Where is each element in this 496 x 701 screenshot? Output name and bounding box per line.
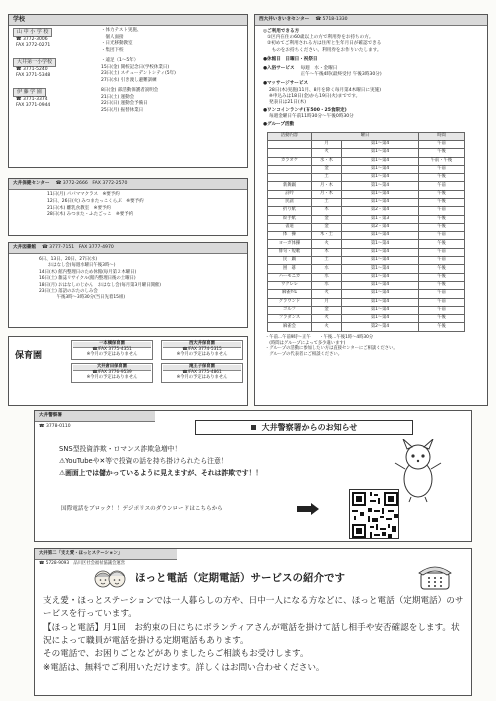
ikiiki-massage-title: ●マッサージサービス (263, 81, 309, 87)
school-title: 学校 (9, 15, 247, 26)
group-table-row (268, 232, 465, 240)
group-table-cell: 午前 (419, 248, 465, 256)
hoken-line: 11日(月) パパママクラス ※要予約 (47, 192, 120, 197)
ikiiki-massage-line: 28日(木)実施(11月、8月を除く毎月第4木曜日に実施) (269, 87, 381, 93)
group-table-header-cell: 活動内容 (268, 132, 312, 140)
group-table-cell: 木・土 (312, 232, 342, 240)
group-table-cell: 金 (312, 165, 342, 173)
school-event: ・集団下校 (101, 47, 124, 53)
group-table-cell: 午後 (419, 199, 465, 207)
library-title: 大井図書館 (13, 245, 36, 251)
hotto-title: ほっと電話（定期電話）サービスの紹介です (135, 572, 345, 584)
hotto-header-text: 大井第二「支え愛・ほっとステーション」 (39, 551, 123, 557)
group-table-cell: 土 (312, 174, 342, 182)
group-table-cell: 第1〜第4 (342, 298, 419, 306)
school-event: ・遠足（1〜5年） (101, 58, 139, 64)
group-table-cell: 午後 (419, 223, 465, 231)
nursery-tel: ☎/FAX 3775-4351 (92, 346, 132, 352)
school-entries (9, 26, 247, 120)
ikiiki-notice-line: ①区内在住の60歳以上の方で利用券をお持ちの方。 (267, 35, 374, 41)
police-line: SNS型投資詐欺・ロマンス詐欺急増中！ (59, 445, 182, 453)
group-table-cell: 午前 (419, 290, 465, 298)
library-line: 23日(土) 落語のおたのしみ会 (39, 288, 98, 294)
group-table-cell: 火 (312, 149, 342, 157)
school-event: 22日(日) 運動会予備日 (101, 101, 148, 107)
group-table-cell: 土 (312, 199, 342, 207)
group-table-cell: グラウンド (268, 298, 312, 306)
hotto-paragraph: 支え愛・ほっとステーションでは一人暮らしの方や、日中一人になる方などに、ほっと電話（定期電話）のサービスを行っています。 (43, 596, 464, 620)
group-table-cell: ウクレレ (268, 281, 312, 289)
group-table-cell: 第1〜第4 (342, 157, 419, 165)
group-table-row (268, 298, 465, 306)
group-table-row (268, 265, 465, 273)
hotto-tel: ☎ 5728-9093 品川区社会福祉協議会運営 (39, 561, 125, 566)
group-table-cell: 第1〜第4 (342, 273, 419, 281)
hotto-section (34, 548, 472, 696)
hoken-line: 21日(木) 離乳食教室 ※要予約 (47, 205, 111, 211)
group-table-cell: 午前 (419, 232, 465, 240)
library-line: 午後3時〜3時30分(当日先着15組) (39, 295, 126, 301)
nursery-section (8, 336, 248, 406)
police-tel: ☎ 3778-0110 (39, 424, 71, 429)
group-table-cell: 午前 (419, 207, 465, 215)
ikiiki-footnote: ・グループの活動に参加したい方は直接センターにご相談ください。 (265, 346, 398, 352)
school-events (95, 28, 141, 54)
school-event: ・日光移動教室 (101, 41, 133, 47)
library-lines (9, 254, 247, 305)
telephone-icon (417, 563, 453, 591)
arrow-right-icon (297, 503, 319, 515)
group-table-cell: 第1〜第4 (342, 290, 419, 298)
library-line: 14日(木) 館内整理日のため休館(毎月第２木曜日) (39, 269, 137, 275)
group-table-cell: 第1〜第4 (342, 281, 419, 289)
group-table-row (268, 315, 465, 323)
square-bullet-icon (251, 425, 256, 430)
group-table-cell: 火 (312, 323, 342, 331)
school-fax: FAX 3771-0944 (16, 102, 51, 108)
group-table-row (268, 248, 465, 256)
ikiiki-bath-time: 正午〜午後4時(最終受付 午後3時30分) (300, 72, 382, 78)
group-table-row (268, 174, 465, 182)
group-table-row (268, 323, 465, 331)
nursery-name: 西大井保育園 (163, 342, 241, 348)
ikiiki-massage-line: ※申込みは18日(金)から19日(火)までです。 (269, 93, 361, 99)
nursery-cards (71, 340, 243, 383)
ikiiki-bath-title: ●入浴サービス (263, 65, 295, 71)
group-table-cell: 午後 (419, 265, 465, 273)
ikiiki-bath-days: 毎週 水・金曜日 (300, 65, 338, 71)
group-table-header-cell: 時間 (419, 132, 465, 140)
school-name: 山 中 小 学 校 (13, 28, 52, 37)
group-table-cell: 第1〜第4 (342, 232, 419, 240)
school-contact (13, 28, 95, 54)
group-table-cell: 水 (312, 281, 342, 289)
ikiiki-closed: ●休館日 日曜日・祝祭日 (263, 56, 318, 62)
school-event: 8日(金) 部活動保護者説明会 (101, 88, 159, 94)
police-banner-text: 大井警察署からのお知らせ (261, 422, 358, 432)
school-event: 21日(土) 運動会 (101, 94, 135, 100)
school-event: 15日(金) 開校記念日(学校休業日) (101, 64, 170, 70)
library-section (8, 242, 248, 328)
police-line: ⚠画面上では儲かっているように見えますが、それは詐欺です！！ (59, 468, 263, 477)
school-event: 23日(土) スチューデントシティ(5年) (101, 71, 176, 77)
group-table-cell: 午前 (419, 165, 465, 173)
qr-code-icon (350, 490, 400, 540)
hoken-tel: ☎ 3772-2666 FAX 3772-2570 (55, 181, 128, 187)
ikiiki-group-title: ●グループ活動 (263, 122, 295, 128)
police-block-text: 国際電話をブロック！！デジポリスのダウンロードはこちらから (61, 506, 223, 512)
group-table-cell: フラダンス (268, 315, 312, 323)
ikiiki-tel: ☎ 5718-1330 (315, 17, 348, 23)
group-table-cell: 午前・午後 (419, 157, 465, 165)
hotto-paragraph: ※電話は、無料でご利用いただけます。詳しくはお問い合わせください。 (43, 662, 325, 673)
group-table-cell (268, 149, 312, 157)
school-entry (13, 28, 243, 54)
group-table-cell: 第1〜第4 (342, 199, 419, 207)
group-table-row (268, 281, 465, 289)
hotto-header (35, 549, 177, 560)
school-events (95, 58, 176, 84)
group-table-body (268, 140, 465, 331)
hoken-title: 大井保健センター (13, 181, 50, 187)
group-table-cell: 火 (312, 315, 342, 323)
group-table-row (268, 215, 465, 223)
group-table-cell: 第1〜第4 (342, 248, 419, 256)
library-line: 18日(月) おはなしのじかん おはなし会(毎月第3月曜日開催) (39, 282, 162, 288)
group-table-cell (268, 140, 312, 148)
ikiiki-notice-title: ◎ご利用できる方 (263, 29, 300, 34)
group-table-cell: 第1〜第4 (342, 174, 419, 182)
police-lines (59, 444, 379, 480)
nursery-note: ※今月の予定はありません (86, 374, 138, 380)
group-table-cell: 第1〜第4 (342, 265, 419, 273)
group-table-cell: 麻雀ﾀｲﾑ (268, 290, 312, 298)
ikiiki-notice (263, 35, 479, 54)
group-table-cell: 第1〜第4 (342, 182, 419, 190)
group-table-cell: 午後 (419, 215, 465, 223)
nursery-note: ※今月の予定はありません (176, 374, 228, 380)
library-line: 6日、13日、20日、27日(水) (39, 257, 98, 262)
group-table-cell: 午後 (419, 281, 465, 289)
ikiiki-footnotes (255, 332, 487, 361)
group-table-cell: 第2〜第4 (342, 323, 419, 331)
group-table-cell: 午前 (419, 298, 465, 306)
ikiiki-title: 西大井いきいきセンター (259, 17, 310, 23)
nursery-card (161, 363, 243, 383)
police-section (34, 410, 472, 542)
group-table-cell: 詩吟 (268, 190, 312, 198)
group-table-cell: 木 (312, 248, 342, 256)
library-line: おはなし会(毎週水曜日午後3時〜) (39, 263, 116, 269)
group-table-cell: 月・木 (312, 182, 342, 190)
group-table-cell: 第1〜第4 (342, 315, 419, 323)
police-header (35, 411, 155, 422)
group-table-cell: 午後 (419, 190, 465, 198)
group-table-cell: 民 踊 (268, 257, 312, 265)
school-section (8, 14, 248, 168)
group-table-header (268, 132, 465, 140)
group-table-cell: 午後 (419, 240, 465, 248)
ikiiki-footnote: グループの代表者にご相談ください。 (265, 352, 342, 358)
school-event: 25日(月) 振替休業日 (101, 107, 144, 113)
group-table-cell: 第2・第4 (342, 223, 419, 231)
nursery-note: ※今月の予定はありません (176, 351, 228, 357)
nursery-card (71, 340, 153, 360)
group-table-cell: 水 (312, 265, 342, 273)
nursery-name: 一本橋保育園 (73, 342, 151, 348)
nursery-name: 大井倉田保育園 (73, 365, 151, 371)
group-table-row (268, 182, 465, 190)
group-table-cell (268, 174, 312, 182)
group-table-cell: 火 (312, 290, 342, 298)
hoken-lines (9, 190, 247, 221)
nursery-title: 保育園 (15, 351, 43, 361)
school-tel: ☎ 3772-3006 (16, 36, 48, 42)
group-table-cell: 第1〜第4 (342, 306, 419, 314)
nursery-tel: ☎/FAX 3776-9539 (92, 369, 132, 375)
group-table-cell: 午後 (419, 149, 465, 157)
school-event: 個人面接 (101, 34, 124, 40)
library-header (9, 243, 247, 254)
group-table-cell: 第2・第4 (342, 207, 419, 215)
hotto-paragraph: その電話で、お困りごとなどがありましたらご相談もお受けします。 (43, 649, 309, 660)
school-fax: FAX 3771-5348 (16, 72, 51, 78)
ikiiki-section (254, 14, 488, 406)
group-table-cell: 火 (312, 240, 342, 248)
ikiiki-massage-line: 発表日は21日(木) (269, 99, 306, 105)
group-table-cell: 第1・第3 (342, 215, 419, 223)
hoken-header (9, 179, 247, 190)
school-tel: ☎ 3771-3374 (16, 96, 48, 102)
group-table-cell: 午後 (419, 273, 465, 281)
group-table-cell: 水 (312, 273, 342, 281)
nursery-name: 滝王子保育園 (163, 365, 241, 371)
group-table-row (268, 207, 465, 215)
nursery-tel: ☎/FAX 3775-4861 (182, 369, 222, 375)
nursery-card (71, 363, 153, 383)
group-table-cell: 第1〜第4 (342, 165, 419, 173)
group-activity-table (267, 132, 465, 332)
elderly-couple-icon (93, 569, 127, 591)
nursery-tel: ☎/FAX 3774-5315 (182, 346, 222, 352)
group-table-row (268, 165, 465, 173)
school-contact (13, 58, 95, 84)
school-entry (13, 88, 243, 114)
group-table-row (268, 190, 465, 198)
group-table-row (268, 223, 465, 231)
school-fax: FAX 3772-0271 (16, 42, 51, 48)
hoken-line: 12日、26日(火) みつまたっこくらぶ ※要予約 (47, 198, 144, 204)
group-table-row (268, 157, 465, 165)
group-table-cell: 絵手紙 (268, 215, 312, 223)
police-title: 大井警察署 (39, 413, 62, 419)
nursery-note: ※今月の予定はありません (86, 351, 138, 357)
group-table-cell (268, 165, 312, 173)
group-table-cell: 第1〜第4 (342, 140, 419, 148)
school-entry (13, 58, 243, 84)
nursery-card (161, 340, 243, 360)
school-contact (13, 88, 95, 114)
ikiiki-lunch-title: ●ワンコインランチ(￥500・25食限定) (263, 108, 347, 114)
group-table-cell: 午後 (419, 315, 465, 323)
group-table-cell: 午前 (419, 140, 465, 148)
group-table-cell: ゴルフ (268, 306, 312, 314)
group-table-cell: 体 操 (268, 232, 312, 240)
group-table-cell: 折り紙 (268, 207, 312, 215)
ikiiki-massage (263, 88, 479, 107)
hoken-section (8, 178, 248, 236)
hotto-paragraph: 【ほっと電話】月1回 お約束の日にちにボランティアさんが電話を掛けて話し相手や安否確認をします。状況によって職員が電話を掛ける定期電話もあります。 (43, 622, 460, 646)
library-line: 16日(土) 雑誌リサイクル(館内整理日後の土曜日) (39, 276, 136, 282)
group-table-row (268, 140, 465, 148)
school-event: 27日(水) 引き渡し避難訓練 (101, 77, 157, 83)
group-table-cell: 午前 (419, 306, 465, 314)
library-tel: ☎ 3777-7151 FAX 3777-4970 (41, 245, 114, 251)
group-table-row (268, 273, 465, 281)
school-event: ・体力テスト実施、 (101, 28, 142, 33)
group-table-cell: 木 (312, 207, 342, 215)
group-table-row (268, 306, 465, 314)
qr-code[interactable] (349, 489, 399, 539)
hotto-paragraphs (43, 595, 467, 675)
group-table-cell: 月 (312, 298, 342, 306)
ikiiki-footnote: (時間はグループによって多少違います) (265, 340, 346, 346)
group-table-cell: 麻雀会 (268, 323, 312, 331)
group-table-row (268, 290, 465, 298)
group-table-cell: 金 (312, 306, 342, 314)
group-table-cell: 第1〜第4 (342, 257, 419, 265)
group-table-cell: 民謡 (268, 199, 312, 207)
police-line: ⚠YouTubeや✕等で投資の話を持ち掛けられたら注意！ (59, 456, 228, 465)
group-table-cell: 月・木 (312, 190, 342, 198)
group-table-cell: ハーモニカ (268, 273, 312, 281)
group-table-cell: 第1〜第4 (342, 240, 419, 248)
group-table-cell: 第1〜第4 (342, 190, 419, 198)
school-name: 大井第一小学校 (13, 58, 56, 67)
group-table-cell: 金 (312, 215, 342, 223)
group-table-cell: 囲 碁 (268, 265, 312, 273)
ikiiki-header (255, 15, 487, 26)
group-table-row (268, 257, 465, 265)
group-table-cell: 土 (312, 257, 342, 265)
group-table-cell: 第1〜第4 (342, 149, 419, 157)
group-table-row (268, 240, 465, 248)
group-table-row (268, 199, 465, 207)
school-tel: ☎ 3771-5240 (16, 66, 48, 72)
group-table-cell: 金 (312, 223, 342, 231)
school-events (95, 88, 158, 114)
police-banner (195, 420, 413, 435)
group-table-header-cell: 曜日 (312, 132, 419, 140)
group-table-cell: 水・木 (312, 157, 342, 165)
school-name: 伊 藤 学 園 (13, 88, 46, 97)
group-table-cell: 月 (312, 140, 342, 148)
group-table-cell: カラオケ (268, 157, 312, 165)
group-table-cell: 午後 (419, 323, 465, 331)
ikiiki-notice-line: ②初めてご利用される方は住所と生年月日が確認できる (267, 41, 382, 47)
group-table-cell: 午後 (419, 174, 465, 182)
group-table-row (268, 149, 465, 157)
group-table-cell: 俳句・短歌 (268, 248, 312, 256)
group-table-cell: ヨーガ体操 (268, 240, 312, 248)
hoken-line: 28日(木) みつまた・ふたごっこ ※要予約 (47, 212, 134, 218)
group-table-cell: 午前 (419, 182, 465, 190)
group-table-cell: 書道 (268, 223, 312, 231)
group-table-cell: 午前 (419, 257, 465, 265)
group-table-cell: 新舞踊 (268, 182, 312, 190)
ikiiki-notice-line: ものをお持ちください。利用券をお作りいたします。 (267, 47, 382, 53)
ikiiki-lunch-time: 毎週金曜日午前11時30分〜午後0時30分 (269, 114, 354, 120)
ikiiki-footnote: ・午前…午前9時〜正午 ・午後…午後1時〜4時30分 (265, 334, 374, 340)
